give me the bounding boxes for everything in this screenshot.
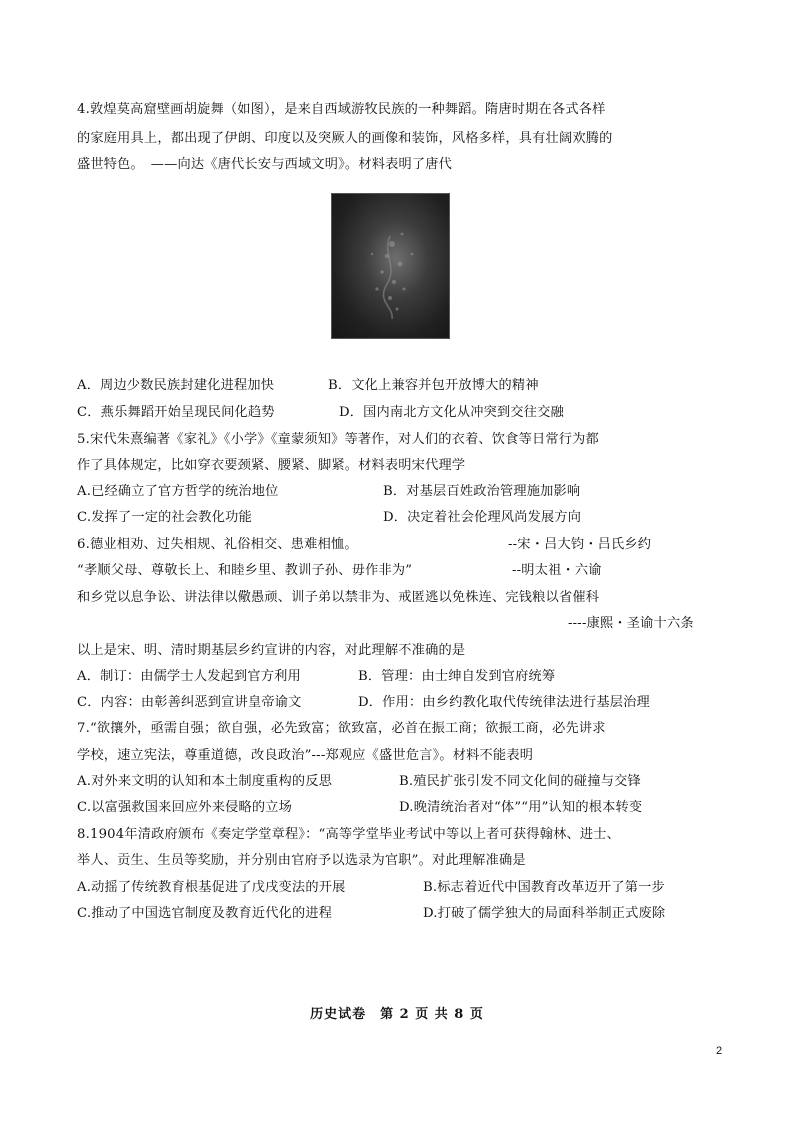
q5-stem-line2: 作了具体规定，比如穿衣要颈紧、腰紧、脚紧。材料表明宋代理学 — [77, 458, 466, 473]
q6-stem: 以上是宋、明、清时期基层乡约宣讲的内容，对此理解不准确的是 — [77, 643, 466, 658]
q6-quote-line3: 和乡党以息争讼、讲法律以儆愚顽、训子弟以禁非为、戒匿逃以免株连、完钱粮以省催科 — [77, 590, 600, 605]
q4-option-a[interactable]: A．周边少数民族封建化进程加快 — [77, 378, 275, 393]
q5-option-b[interactable]: B．对基层百姓政治管理施加影响 — [383, 484, 581, 499]
q6-quote-line1: 6.德业相劝、过失相规、礼俗相交、患难相恤。 — [77, 537, 358, 552]
q8-stem-line2: 举人、贡生、生员等奖励，并分别由官府予以选录为官职”。对此理解准确是 — [77, 853, 526, 868]
q8-option-a[interactable]: A.动摇了传统教育根基促进了戊戌变法的开展 — [77, 880, 346, 895]
q4-option-c[interactable]: C．燕乐舞蹈开始呈现民间化趋势 — [77, 405, 275, 420]
q6-source-1: --宋・吕大钧・吕氏乡约 — [508, 537, 652, 552]
q7-option-d[interactable]: D.晚清统治者对“体”“用”认知的根本转变 — [399, 800, 643, 815]
q4-stem-line1: 4.敦煌莫高窟壁画胡旋舞（如图），是来自西域游牧民族的一种舞蹈。隋唐时期在各式各样 — [77, 102, 606, 117]
q4-stem-line3: 盛世特色。 ——向达《唐代长安与西域文明》。材料表明了唐代 — [77, 157, 453, 172]
q7-option-c[interactable]: C.以富强救国来回应外来侵略的立场 — [77, 800, 293, 815]
q6-option-c[interactable]: C．内容：由彰善纠恶到宣讲皇帝谕文 — [77, 695, 302, 710]
q6-source-2: --明太祖・六谕 — [512, 563, 602, 578]
q5-option-d[interactable]: D．决定着社会伦理风尚发展方向 — [383, 510, 582, 525]
q8-option-c[interactable]: C.推动了中国选官制度及教育近代化的进程 — [77, 906, 333, 921]
q6-option-a[interactable]: A．制订：由儒学士人发起到官方利用 — [77, 669, 301, 684]
q8-option-d[interactable]: D.打破了儒学独大的局面科举制正式废除 — [423, 906, 666, 921]
q7-stem-line1: 7.“欲攘外，亟需自强；欲自强，必先致富；欲致富，必首在振工商；欲振工商，必先讲求 — [77, 721, 606, 736]
q6-option-d[interactable]: D．作用：由乡约教化取代传统律法进行基层治理 — [358, 695, 650, 710]
q6-option-b[interactable]: B．管理：由士绅自发到官府统筹 — [358, 669, 556, 684]
q5-stem-line1: 5.宋代朱熹编著《家礼》《小学》《童蒙须知》等著作，对人们的衣着、饮食等日常行为都 — [77, 432, 599, 447]
q7-stem-line2: 学校，速立宪法，尊重道德，改良政治”---郑观应《盛世危言》。材料不能表明 — [77, 748, 534, 763]
mural-image — [331, 193, 450, 339]
q7-option-a[interactable]: A.对外来文明的认知和本土制度重构的反思 — [77, 774, 333, 789]
page-number: 2 — [716, 1045, 723, 1057]
q7-option-b[interactable]: B.殖民扩张引发不同文化间的碰撞与交锋 — [399, 774, 641, 789]
q6-quote-line2: “孝顺父母、尊敬长上、和睦乡里、教训子孙、毋作非为” — [77, 563, 413, 578]
page-footer: 历史试卷 第 2 页 共 8 页 — [310, 1007, 484, 1022]
q5-option-a[interactable]: A.已经确立了官方哲学的统治地位 — [77, 484, 279, 499]
q4-option-b[interactable]: B．文化上兼容并包开放博大的精神 — [328, 378, 539, 393]
q5-option-c[interactable]: C.发挥了一定的社会教化功能 — [77, 510, 252, 525]
q6-source-3: ----康熙・圣谕十六条 — [568, 616, 694, 631]
q4-stem-line2: 的家庭用具上，都出现了伊朗、印度以及突厥人的画像和装饰，风格多样，具有壮阔欢腾的 — [77, 131, 613, 146]
q4-option-d[interactable]: D．国内南北方文化从冲突到交往交融 — [339, 405, 564, 420]
q8-stem-line1: 8.1904年清政府颁布《奏定学堂章程》：“高等学堂毕业考试中等以上者可获得翰林、进士、 — [77, 827, 621, 842]
q8-option-b[interactable]: B.标志着近代中国教育改革迈开了第一步 — [423, 880, 665, 895]
